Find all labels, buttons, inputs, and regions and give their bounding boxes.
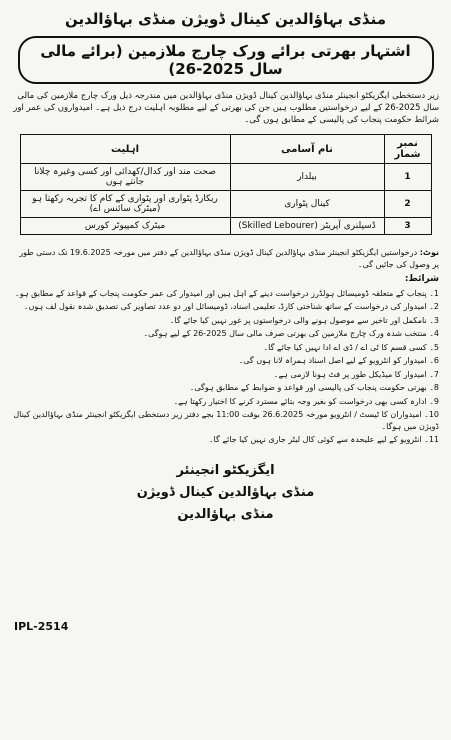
advertisement-subtitle: اشتہار بھرتی برائے ورک چارج ملازمین (برائے مالی سال 2025-26) <box>18 36 434 84</box>
table-row <box>20 218 431 235</box>
signature-block <box>8 460 443 526</box>
row-qualification: صحت مند اور کدال/کھدائی اور کسی وغیرہ چلانا جانتے ہوں <box>20 164 230 191</box>
row-serial: 1 <box>384 164 431 191</box>
column-header-post: نام آسامی <box>230 135 384 164</box>
intro-paragraph: زیر دستخطی ایگزیکٹو انجینئر منڈی بہاؤالدین کینال ڈویژن منڈی بہاؤالدین میں مندرجہ ذیل ورک چارج ملازمین کی مالی سال 2025-26 کے لیے درخواستیں مطلوب ہیں جن کی بھرتی کے لیے مطلوبہ اہلیت درج ذیل ہے۔ امیدواروں کی عمر اور شرائط حکومت پنجاب کی پالیسی کے مطابق ہوں گی۔ <box>13 91 439 125</box>
table-row <box>20 164 431 191</box>
ipl-number: IPL-2514 <box>14 620 69 633</box>
row-serial: 3 <box>384 218 431 235</box>
signatory-division: منڈی بہاؤالدین کینال ڈویژن <box>136 484 315 500</box>
notes-section <box>12 247 439 446</box>
row-post-name: کینال پٹواری <box>230 191 384 218</box>
signatory-title: ایگزیکٹو انجینئر <box>176 462 275 478</box>
column-header-qualification: اہلیت <box>20 135 230 164</box>
condition-item: 8۔ بھرتی حکومت پنجاب کی پالیسی اور قواعد و ضوابط کے مطابق ہوگی۔ <box>189 383 439 392</box>
condition-item: 2۔ امیدوار کی درخواست کے ساتھ شناختی کارڈ، تعلیمی اسناد، ڈومیسائل اور دو عدد تصاویر کی تصدیق شدہ نقول لف ہوں۔ <box>23 302 439 311</box>
row-qualification: ریکارڈ پٹواری اور پٹواری کے کام کا تجربہ رکھتا ہو (میٹرک سائنس اے) <box>20 191 230 218</box>
table-row <box>20 191 431 218</box>
condition-item: 6۔ امیدوار کو انٹرویو کے لیے اصل اسناد ہمراہ لانا ہوں گی۔ <box>238 356 439 365</box>
condition-item: 1۔ پنجاب کے متعلقہ ڈومیسائل ہولڈرز درخواست دینے کے اہل ہیں اور امیدوار کی عمر حکومت پنجاب کے قواعد کے مطابق ہو۔ <box>15 288 439 298</box>
condition-item: 3۔ نامکمل اور تاخیر سے موصول ہونے والی درخواستوں پر غور نہیں کیا جائے گا۔ <box>169 315 439 325</box>
signatory-location: منڈی بہاؤالدین <box>177 506 274 522</box>
condition-item: 10۔ امیدواران کا ٹیسٹ / انٹرویو مورخہ 26.6.2025 بوقت 11:00 بجے دفتر زیر دستخطی ایگزیکٹو انجینئر منڈی بہاؤالدین کینال ڈویژن میں ہوگا۔ <box>13 410 439 431</box>
condition-item: 11۔ انٹرویو کے لیے علیحدہ سے کوئی کال لیٹر جاری نہیں کیا جائے گا۔ <box>208 435 439 444</box>
row-post-name: ڈسپلنری آپریٹر (Skilled Lebourer) <box>230 218 384 235</box>
posts-table <box>20 134 432 235</box>
condition-item: 4۔ منتخب شدہ ورک چارج ملازمین کی بھرتی صرف مالی سال 2025-26 کے لیے ہوگی۔ <box>143 329 439 338</box>
condition-item: 5۔ کسی قسم کا ٹی اے / ڈی اے ادا نہیں کیا جائے گا۔ <box>263 342 439 352</box>
table-header-row <box>20 135 431 164</box>
note-text: درخواستیں ایگزیکٹو انجینئر منڈی بہاؤالدین کینال ڈویژن منڈی بہاؤالدین کے دفتر میں مورخہ 19.6.2025 تک دستی طور پر وصول کی جائیں گی۔ <box>19 248 439 269</box>
column-header-serial: نمبر شمار <box>384 135 431 164</box>
row-post-name: بیلدار <box>230 164 384 191</box>
note-paragraph <box>12 247 439 270</box>
condition-item: 7۔ امیدوار کا میڈیکل طور پر فٹ ہونا لازمی ہے۔ <box>273 369 439 379</box>
page-title: منڈی بہاؤالدین کینال ڈویژن منڈی بہاؤالدین <box>64 10 387 28</box>
row-serial: 2 <box>384 191 431 218</box>
conditions-title: شرائط: <box>404 274 439 284</box>
row-qualification: میٹرک کمپیوٹر کورس <box>20 218 230 235</box>
note-heading: نوٹ: <box>419 248 439 257</box>
condition-item: 9۔ ادارہ کسی بھی درخواست کو بغیر وجہ بتائے مسترد کرنے کا اختیار رکھتا ہے۔ <box>173 396 439 406</box>
